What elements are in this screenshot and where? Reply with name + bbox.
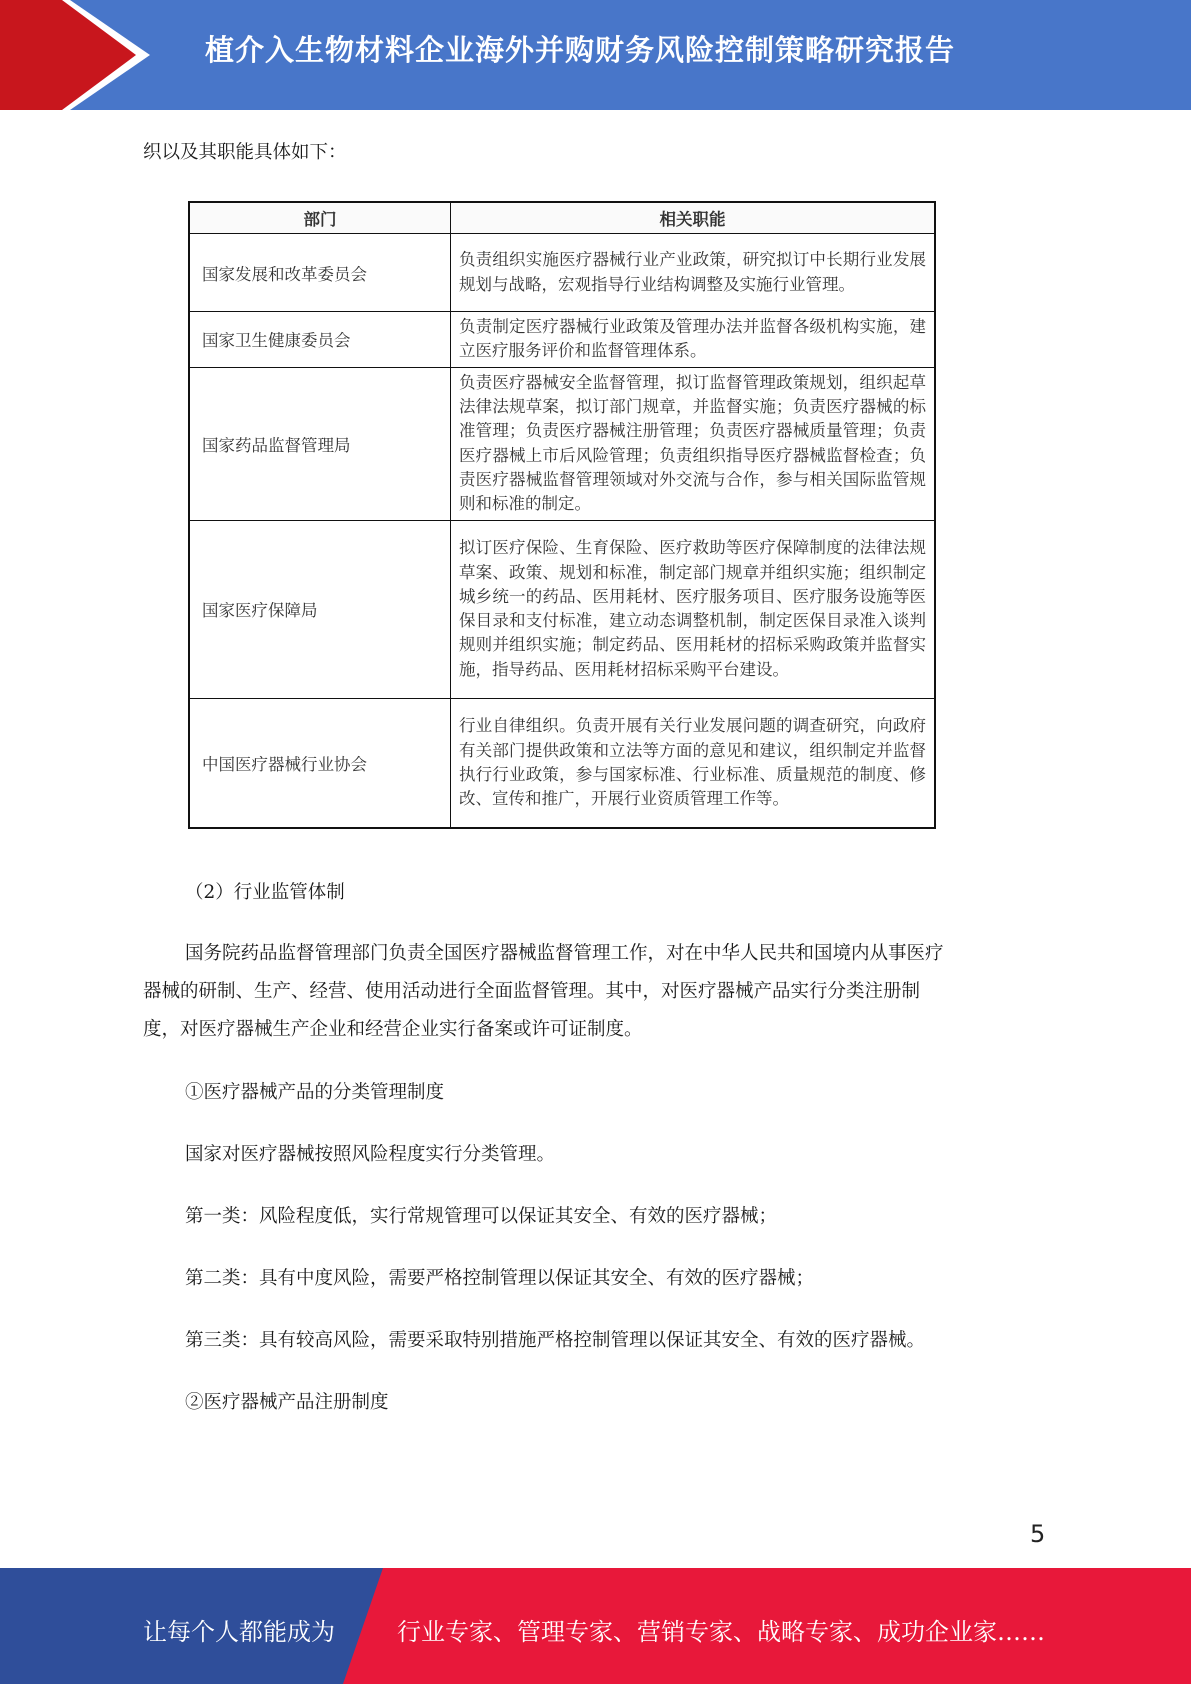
table-row — [189, 312, 935, 368]
table-cell-dept: 中国医疗器械行业协会 — [189, 698, 451, 828]
table-cell-dept: 国家卫生健康委员会 — [189, 312, 451, 368]
paragraph-line: 器械的研制、生产、经营、使用活动进行全面监督管理。其中，对医疗器械产品实行分类注册制 — [143, 981, 921, 1002]
paragraph: 国家对医疗器械按照风险程度实行分类管理。 — [185, 1144, 556, 1165]
subsection-heading: ①医疗器械产品的分类管理制度 — [185, 1082, 445, 1103]
header-band — [0, 0, 1191, 110]
paragraph-line: 度，对医疗器械生产企业和经营企业实行备案或许可证制度。 — [143, 1019, 643, 1040]
subsection-heading: ②医疗器械产品注册制度 — [185, 1392, 389, 1413]
table-cell-dept: 国家药品监督管理局 — [189, 367, 451, 520]
class-item: 第二类：具有中度风险，需要严格控制管理以保证其安全、有效的医疗器械； — [185, 1268, 815, 1289]
intro-text: 织以及其职能具体如下： — [143, 142, 347, 163]
table-header-dept: 部门 — [189, 202, 451, 234]
table-cell-duty: 负责制定医疗器械行业政策及管理办法并监督各级机构实施，建立医疗服务评价和监督管理体系。 — [451, 312, 936, 368]
table-header-duty: 相关职能 — [451, 202, 936, 234]
table-row — [189, 367, 935, 520]
header-chevron-decoration — [0, 0, 150, 110]
agency-functions-table — [188, 201, 936, 829]
footer-slogan-left: 让每个人都能成为 — [143, 1618, 335, 1646]
footer-band — [0, 1568, 1191, 1684]
table-row — [189, 234, 935, 312]
table-cell-duty: 拟订医疗保险、生育保险、医疗救助等医疗保障制度的法律法规草案、政策、规划和标准，制定部门规章并组织实施；组织制定城乡统一的药品、医用耗材、医疗服务项目、医疗服务设施等医保目录和支付标准，建立动态调整机制，制定医保目录准入谈判规则并组织实施；制定药品、医用耗材的招标采购政策并监督实施，指导药品、医用耗材招标采购平台建设。 — [451, 520, 936, 698]
table-cell-dept: 国家发展和改革委员会 — [189, 234, 451, 312]
table-row — [189, 520, 935, 698]
table-cell-duty: 负责组织实施医疗器械行业产业政策，研究拟订中长期行业发展规划与战略，宏观指导行业结构调整及实施行业管理。 — [451, 234, 936, 312]
footer-slogan-right: 行业专家、管理专家、营销专家、战略专家、成功企业家…… — [397, 1618, 1045, 1646]
table-cell-dept: 国家医疗保障局 — [189, 520, 451, 698]
class-item: 第三类：具有较高风险，需要采取特别措施严格控制管理以保证其安全、有效的医疗器械。 — [185, 1330, 926, 1351]
table-cell-duty: 行业自律组织。负责开展有关行业发展问题的调查研究，向政府有关部门提供政策和立法等方面的意见和建议，组织制定并监督执行行业政策，参与国家标准、行业标准、质量规范的制度、修改、宣传和推广，开展行业资质管理工作等。 — [451, 698, 936, 828]
paragraph-line: 国务院药品监督管理部门负责全国医疗器械监督管理工作，对在中华人民共和国境内从事医疗 — [185, 943, 944, 964]
class-item: 第一类：风险程度低，实行常规管理可以保证其安全、有效的医疗器械； — [185, 1206, 778, 1227]
page-number: 5 — [1030, 1520, 1046, 1548]
section-heading: （2）行业监管体制 — [185, 882, 345, 903]
report-title: 植介入生物材料企业海外并购财务风险控制策略研究报告 — [205, 33, 956, 67]
table-header-row — [189, 202, 935, 234]
table-cell-duty: 负责医疗器械安全监督管理，拟订监督管理政策规划，组织起草法律法规草案，拟订部门规章，并监督实施；负责医疗器械的标准管理；负责医疗器械注册管理；负责医疗器械质量管理；负责医疗器械上市后风险管理；负责组织指导医疗器械监督检查；负责医疗器械监督管理领域对外交流与合作，参与相关国际监管规则和标准的制定。 — [451, 367, 936, 520]
table-row — [189, 698, 935, 828]
